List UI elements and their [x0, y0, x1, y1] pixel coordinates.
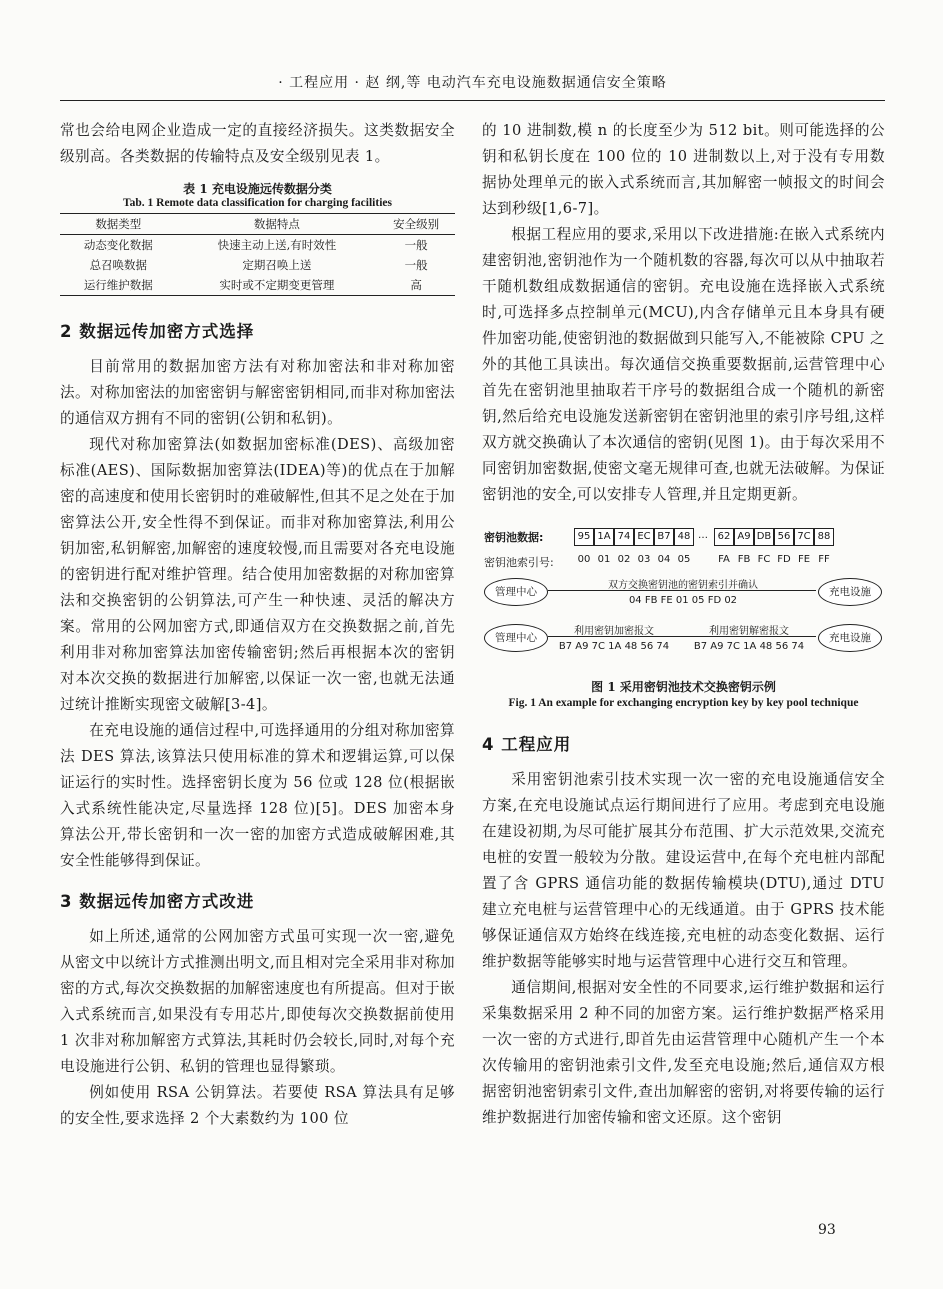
management-center-node: 管理中心	[484, 578, 548, 606]
key-pool-index: FD	[777, 554, 791, 565]
message-arrow	[548, 636, 816, 637]
key-pool-index: FE	[797, 554, 811, 565]
table-cell: 实时或不定期变更管理	[177, 275, 378, 296]
exchange-sequence: 04 FB FE 01 05 FD 02	[628, 595, 738, 606]
key-pool-cell: 62	[714, 528, 734, 546]
paragraph: 在充电设施的通信过程中,可选择通用的分组对称加密算法 DES 算法,该算法只使用标准的算术和逻辑运算,可以保证运行的实时性。选择密钥长度为 56 位或 128 位(根据嵌入式系统性能决定,尽量选择 128 位)[5]。DES 加密本身算法公开,带长密钥和一次一密的加密方式造成破解困难,其安全性能够得到保证。	[60, 722, 455, 869]
table-row	[60, 235, 455, 256]
key-pool-index: 05	[677, 554, 691, 565]
exchange-label: 双方交换密钥池的密钥索引并确认	[608, 580, 758, 591]
left-column	[60, 118, 455, 1132]
encrypt-label: 利用密钥加密报文	[574, 626, 654, 637]
management-center-node: 管理中心	[484, 624, 548, 652]
key-pool-index: FA	[718, 554, 730, 565]
key-pool-cell: DB	[754, 528, 774, 546]
header-rule	[60, 100, 885, 101]
section-2-title: 2 数据远传加密方式选择	[60, 322, 255, 341]
key-pool-index: 04	[657, 554, 671, 565]
key-pool-cell: EC	[634, 528, 654, 546]
table-cell: 定期召唤上送	[242, 258, 312, 272]
key-pool-index: 02	[617, 554, 631, 565]
key-pool-cell: 1A	[594, 528, 614, 546]
table-cell: 快速主动上送,有时效性	[217, 238, 337, 252]
section-3-title: 3 数据远传加密方式改进	[60, 892, 255, 911]
key-pool-index: FC	[757, 554, 771, 565]
key-pool-index: FF	[818, 554, 830, 565]
key-pool-index: 01	[597, 554, 611, 565]
intro-paragraph: 常也会给电网企业造成一定的直接经济损失。这类数据安全级别高。各类数据的传输特点及安全级别见表 1。	[60, 122, 455, 165]
key-pool-index: 03	[637, 554, 651, 565]
charging-facility-node: 充电设施	[818, 578, 882, 606]
key-pool-cell: B7	[654, 528, 674, 546]
key-pool-index: 00	[577, 554, 591, 565]
table-header: 数据类型	[60, 214, 177, 235]
right-column	[482, 118, 885, 1131]
key-pool-index: FB	[737, 554, 751, 565]
decrypt-sequence: B7 A9 7C 1A 48 56 74	[693, 641, 805, 652]
pool-data-label: 密钥池数据:	[484, 531, 544, 544]
table-header: 数据特点	[177, 214, 378, 235]
key-pool-cell: 56	[774, 528, 794, 546]
table-caption-en: Tab. 1 Remote data classification for charging facilities	[123, 197, 392, 209]
paragraph: 采用密钥池索引技术实现一次一密的充电设施通信安全方案,在充电设施试点运行期间进行了应用。考虑到充电设施在建设初期,为尽可能扩展其分布范围、扩大示范效果,交流充电桩的安置一般较为分散。建设运营中,在每个充电桩内部配置了含 GPRS 通信功能的数据传输模块(DTU),通过 DTU 建立充电桩与运营管理中心的无线通道。由于 GPRS 技术能够保证通信双方始终在线连接,充电桩的动态变化数据、运行维护数据等能够实时地与运营管理中心进行交互和管理。	[482, 771, 885, 970]
paragraph: 的 10 进制数,模 n 的长度至少为 512 bit。则可能选择的公钥和私钥长度在 100 位的 10 进制数以上,对于没有专用数据协处理单元的嵌入式系统而言,其加解密一帧报文的时间会达到秒级[1,6-7]。	[482, 122, 885, 217]
paragraph: 根据工程应用的要求,采用以下改进措施:在嵌入式系统内建密钥池,密钥池作为一个随机数的容器,每次可以从中抽取若干随机数组成数据通信的密钥。充电设施在选择嵌入式系统时,可选择多点控制单元(MCU),内含存储单元且本身具有硬件加密功能,使密钥池的数据做到只能写入,不能被除 CPU 之外的其他工具读出。每次通信交换重要数据前,运营管理中心首先在密钥池里抽取若干序号的数据组合成一个随机的新密钥,然后给充电设施发送新密钥在密钥池里的索引序号组,这样双方就交换确认了本次通信的密钥(见图 1)。由于每次采用不同密钥加密数据,使密文毫无规律可查,也就无法破解。为保证密钥池的安全,可以安排专人管理,并且定期更新。	[482, 226, 885, 503]
table-row	[60, 275, 455, 296]
paragraph: 现代对称加密算法(如数据加密标准(DES)、高级加密标准(AES)、国际数据加密算法(IDEA)等)的优点在于加解密的高速度和使用长密钥时的难破解性,但其不足之处在于加密算法公开,安全性得不到保证。而非对称加密算法,利用公钥加密,私钥解密,加解密的速度较慢,而且需要对各充电设施的密钥进行配对维护管理。结合使用加密数据的对称加密算法和交换密钥的公钥算法,可产生一种快速、灵活的解决方案。常用的公网加密方式,即通信双方在交换数据之前,首先利用非对称加密算法加密传输密钥;然后再根据本次的密钥对本次交换的数据进行加解密,以保证一次一密,也就无法通过统计推断实现密文破解[3-4]。	[60, 436, 455, 713]
key-pool-cell: 95	[574, 528, 594, 546]
paragraph: 如上所述,通常的公网加密方式虽可实现一次一密,避免从密文中以统计方式推测出明文,而且相对完全采用非对称加密的方式,每次交换数据的加解密速度也有所提高。但对于嵌入式系统而言,如果没有专用芯片,即使每次交换数据前使用 1 次非对称加解密方式算法,其耗时仍会较长,同时,对每个充电设施进行公钥、私钥的管理也显得繁琐。	[60, 928, 455, 1075]
charging-facility-node: 充电设施	[818, 624, 882, 652]
key-pool-cell: 74	[614, 528, 634, 546]
table-cell: 一般	[404, 258, 428, 272]
exchange-arrow	[548, 590, 816, 591]
key-pool-cell: 48	[674, 528, 694, 546]
paragraph: 例如使用 RSA 公钥算法。若要使 RSA 算法具有足够的安全性,要求选择 2 个大素数约为 100 位	[60, 1084, 455, 1127]
table-cell: 总召唤数据	[89, 258, 148, 272]
key-pool-cell: A9	[734, 528, 754, 546]
running-header: · 工程应用 · 赵 纲,等 电动汽车充电设施数据通信安全策略	[278, 75, 667, 91]
table-row	[60, 255, 455, 275]
key-pool-cell: 7C	[794, 528, 814, 546]
data-classification-table	[60, 213, 455, 296]
pool-index-label: 密钥池索引号:	[484, 556, 554, 569]
table-cell: 运行维护数据	[60, 275, 177, 296]
table-cell: 动态变化数据	[83, 238, 153, 252]
key-pool-cell: 88	[814, 528, 834, 546]
figure-caption: 图 1 采用密钥池技术交换密钥示例	[591, 680, 776, 694]
figure-1-key-pool	[482, 520, 885, 672]
key-pool-cell: …	[698, 530, 708, 541]
paragraph: 通信期间,根据对安全性的不同要求,运行维护数据和运行采集数据采用 2 种不同的加密方案。运行维护数据严格采用一次一密的方式进行,即首先由运营管理中心随机产生一个本次传输用的密钥池索引文件,发至充电设施;然后,通信双方根据密钥池密钥索引文件,查出加解密的密钥,对将要传输的运行维护数据进行加密传输和密文还原。这个密钥	[482, 979, 885, 1126]
page-number: 93	[818, 1222, 836, 1238]
section-4-title: 4 工程应用	[482, 735, 572, 754]
decrypt-label: 利用密钥解密报文	[709, 626, 789, 637]
table-header: 安全级别	[377, 214, 455, 235]
table-cell: 一般	[404, 238, 428, 252]
encrypt-sequence: B7 A9 7C 1A 48 56 74	[558, 641, 670, 652]
table-cell: 高	[377, 275, 455, 296]
figure-caption-en: Fig. 1 An example for exchanging encryption key by key pool technique	[508, 697, 859, 709]
paragraph: 目前常用的数据加密方法有对称加密法和非对称加密法。对称加密法的加密密钥与解密密钥相同,而非对称加密法的通信双方拥有不同的密钥(公钥和私钥)。	[60, 358, 455, 427]
table-caption: 表 1 充电设施远传数据分类	[183, 182, 332, 196]
